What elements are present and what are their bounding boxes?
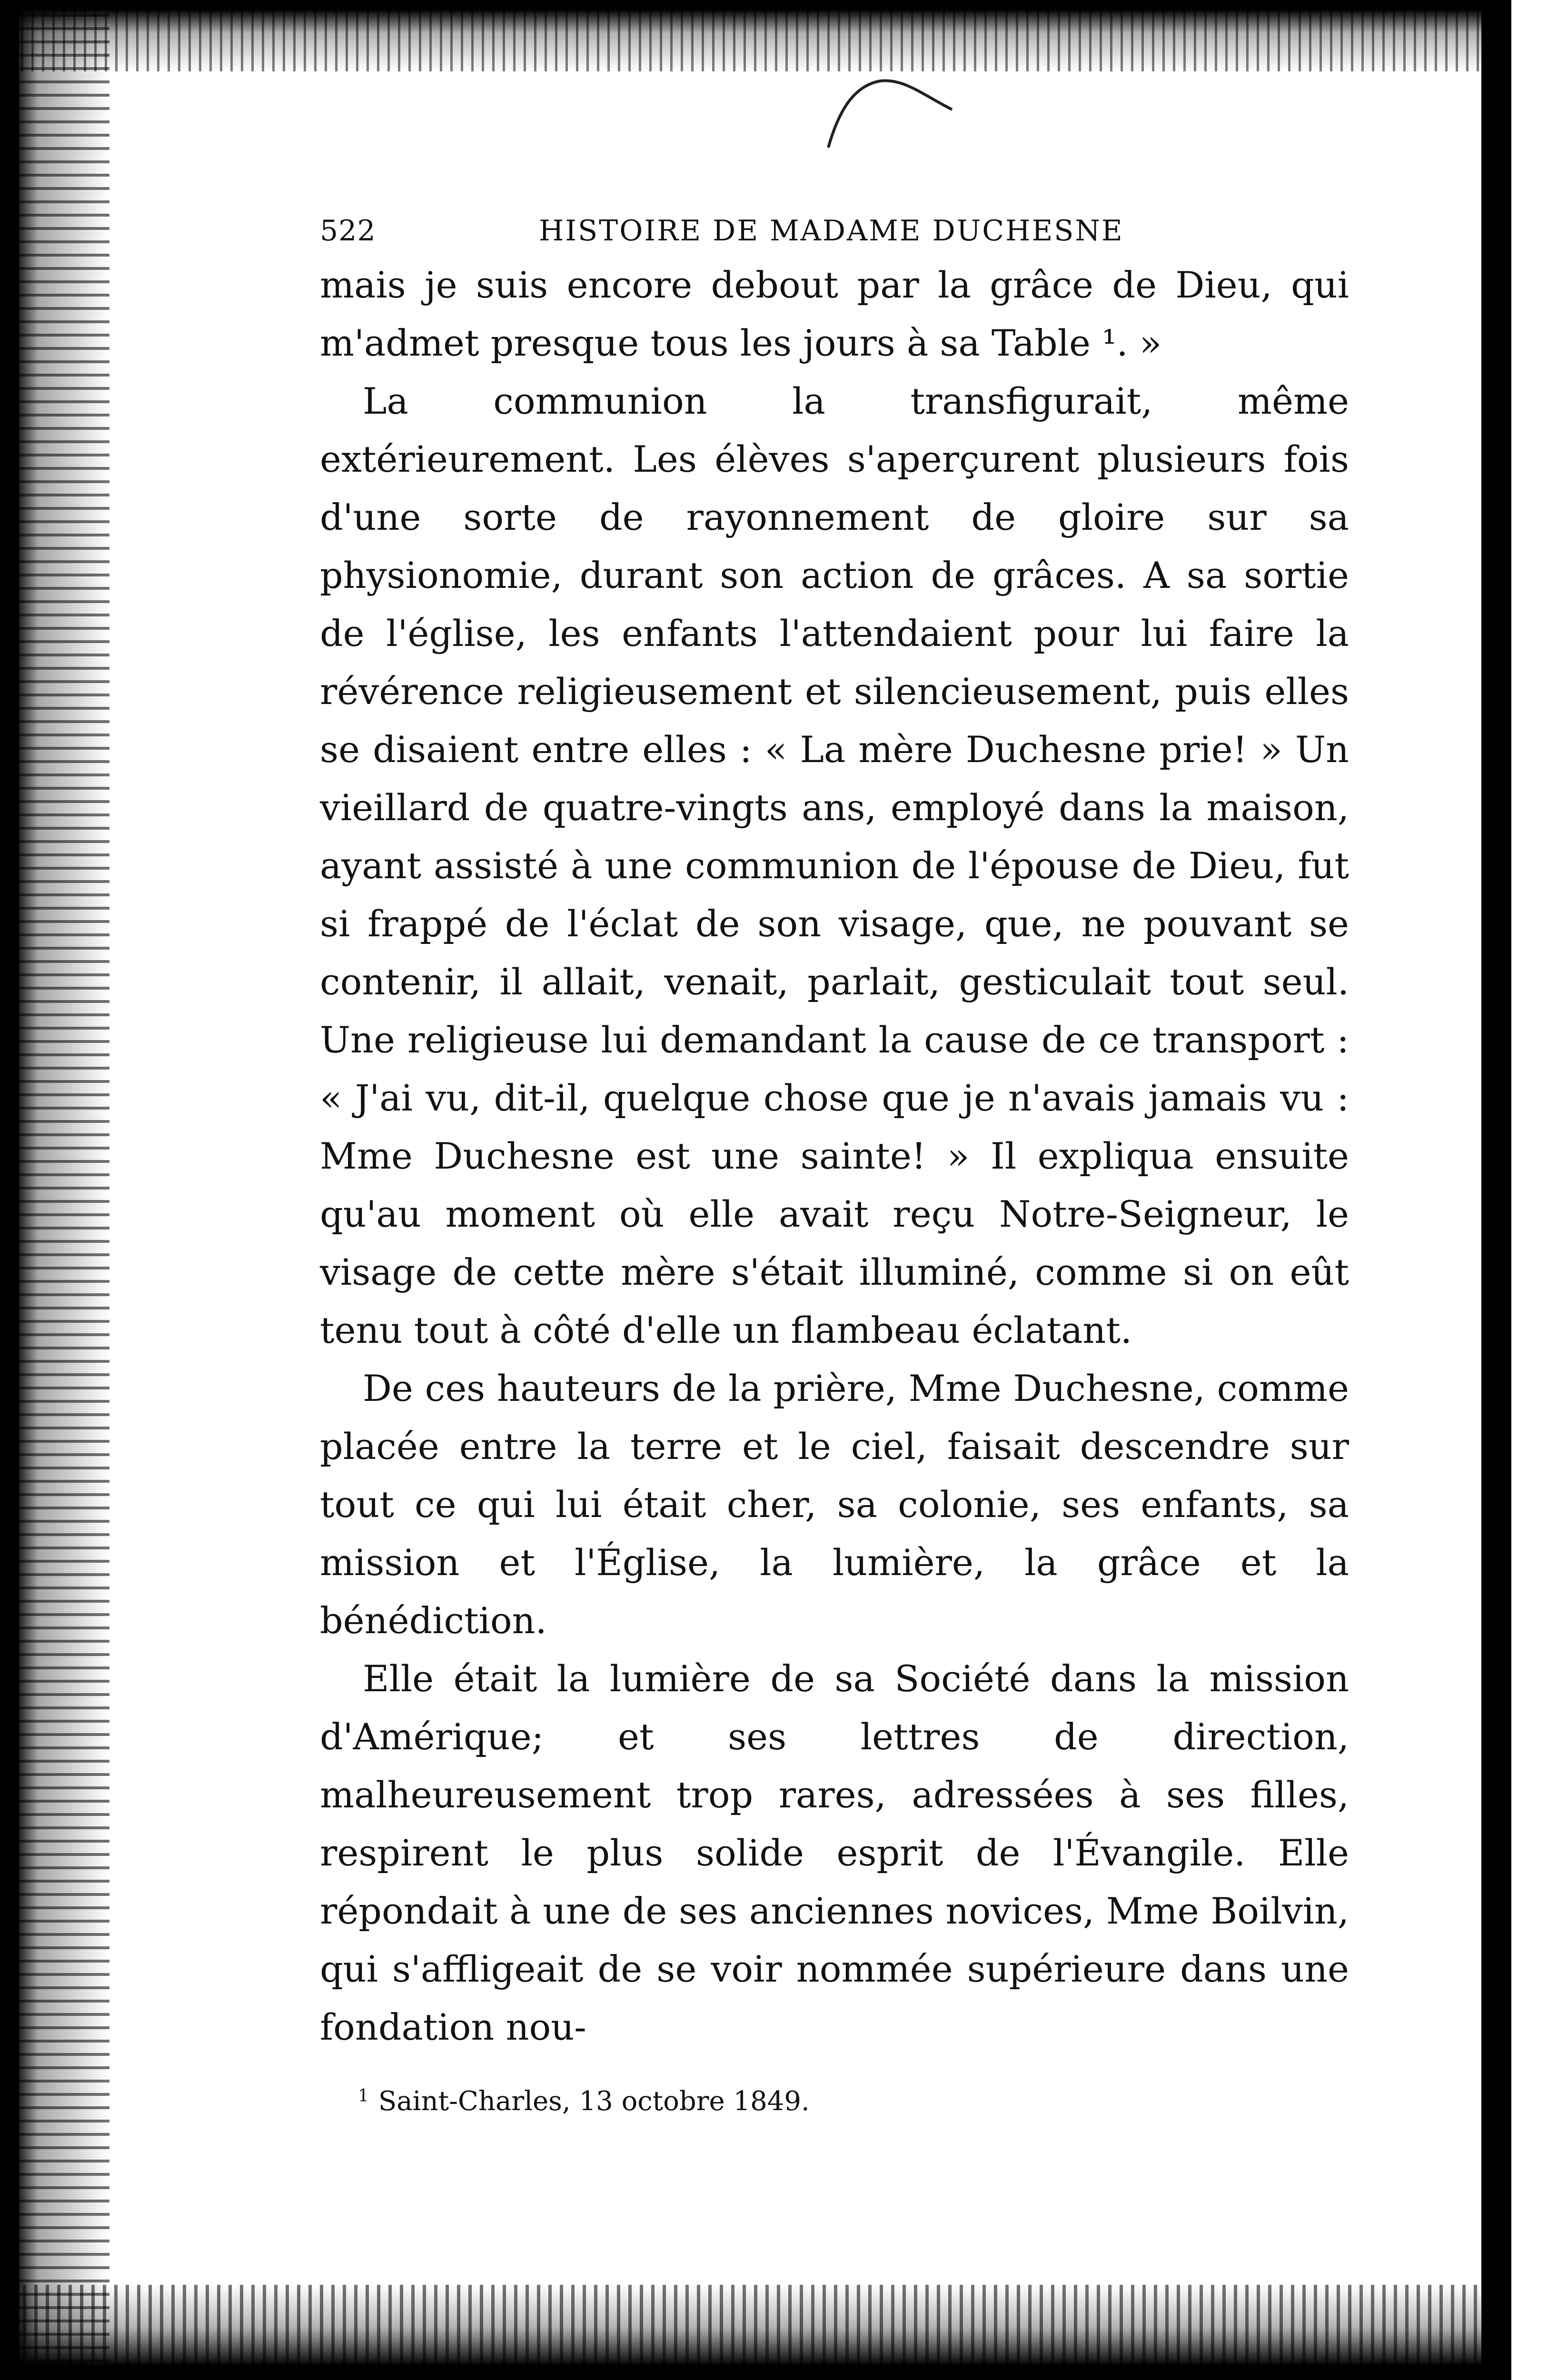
footnote [358, 2086, 810, 2117]
page-text [320, 199, 1349, 2056]
paragraph: mais je suis encore debout par la grâce de Dieu, qui m'admet presque tous les jours à sa Table ¹. » [320, 264, 1349, 364]
paragraph: Elle était la lumière de sa Société dans la mission d'Amérique; et ses lettres de direction, malheureusement trop rares, adressées à ses filles, respirent le plus solide esprit de l'Évangile. Elle répondait à une de ses anciennes novices, Mme Boilvin, qui s'affligeait de se voir nommée supérieure dans une fondation nou- [320, 1657, 1349, 2048]
scan-noise-top [0, 0, 1495, 71]
pen-stroke-mark [809, 67, 971, 152]
paragraph: La communion la transfigurait, même extérieurement. Les élèves s'aperçurent plusieurs fois d'une sorte de rayonnement de gloire sur sa physionomie, durant son action de grâces. A sa sortie de l'église, les enfants l'attendaient pour lui faire la révérence religieusement et silencieusement, puis elles se disaient entre elles : « La mère Duchesne prie! » Un vieillard de quatre-vingts ans, employé dans la maison, ayant assisté à une communion de l'épouse de Dieu, fut si frappé de l'éclat de son visage, que, ne pouvant se contenir, il allait, venait, parlait, gesticulait tout seul. Une religieuse lui demandant la cause de ce transport : « J'ai vu, dit-il, quelque chose que je n'avais jamais vu : Mme Duchesne est une sainte! » Il expliqua ensuite qu'au moment où elle avait reçu Notre-Seigneur, le visage de cette mère s'était illuminé, comme si on eût tenu tout à côté d'elle un flambeau éclatant. [320, 380, 1349, 1351]
scan-noise-left [0, 0, 109, 2380]
footnote-text: Saint-Charles, 13 octobre 1849. [378, 2086, 810, 2117]
scan-noise-bottom [0, 2285, 1495, 2380]
running-header [320, 199, 1349, 256]
body-text [320, 256, 1349, 2056]
footnote-marker: 1 [358, 2086, 369, 2106]
next-page-margin [1511, 0, 1548, 2380]
paragraph: De ces hauteurs de la prière, Mme Duchesne, comme placée entre la terre et le ciel, faisait descendre sur tout ce qui lui était cher, sa colonie, ses enfants, sa mission et l'Église, la lumière, la grâce et la bénédiction. [320, 1367, 1349, 1642]
page-number: 522 [320, 214, 376, 248]
running-title: HISTOIRE DE MADAME DUCHESNE [539, 214, 1124, 248]
